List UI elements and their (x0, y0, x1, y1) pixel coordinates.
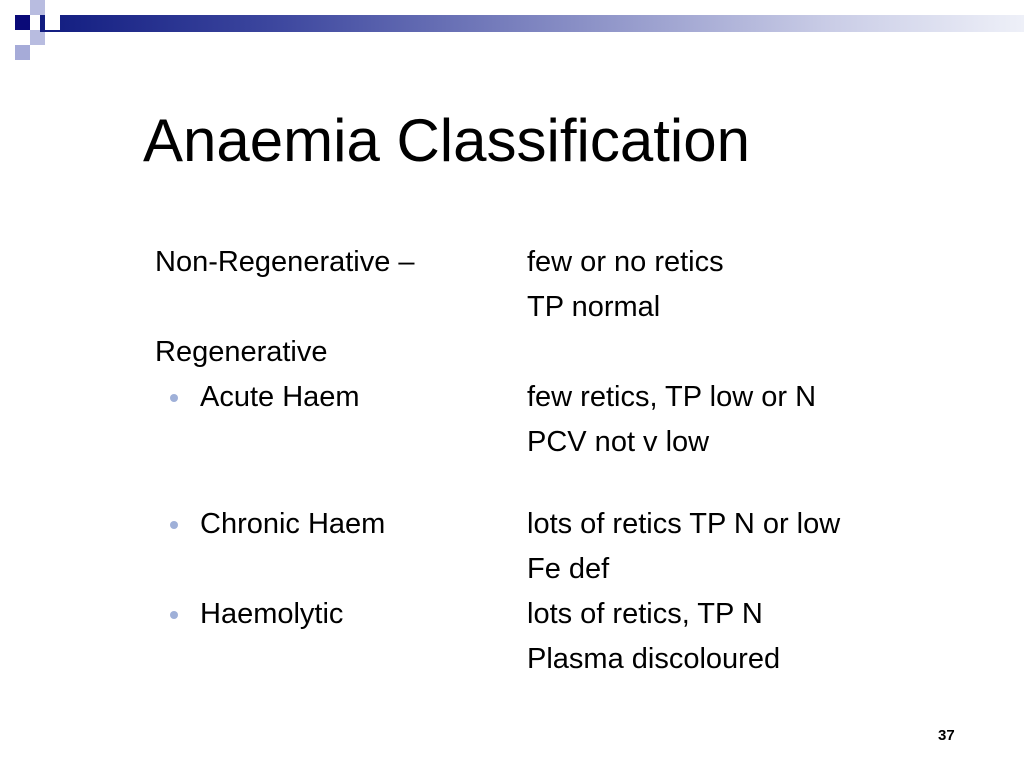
regenerative-item-detail: PCV not v low (527, 426, 710, 458)
non-regenerative-detail: few or no retics (527, 246, 724, 278)
header-gradient-band (40, 15, 1024, 32)
bullet-icon (170, 394, 178, 402)
regenerative-item-detail: Fe def (527, 553, 610, 585)
header-square-decoration (30, 0, 45, 15)
page-number: 37 (938, 727, 955, 744)
regenerative-item-detail: lots of retics, TP N (527, 598, 763, 630)
regenerative-item-label: Acute Haem (200, 381, 360, 413)
regenerative-item-label: Haemolytic (200, 598, 344, 630)
header-square-decoration (15, 15, 30, 30)
bullet-icon (170, 611, 178, 619)
regenerative-item-detail: few retics, TP low or N (527, 381, 817, 413)
regenerative-item-label: Chronic Haem (200, 508, 386, 540)
bullet-icon (170, 521, 178, 529)
slide-title: Anaemia Classification (143, 107, 750, 174)
non-regenerative-label: Non-Regenerative – (155, 246, 415, 278)
header-square-decoration (30, 30, 45, 45)
regenerative-item-detail: Plasma discoloured (527, 643, 781, 675)
header-square-decoration (45, 15, 60, 30)
non-regenerative-detail: TP normal (527, 291, 661, 323)
regenerative-label: Regenerative (155, 336, 328, 368)
regenerative-item-detail: lots of retics TP N or low (527, 508, 841, 540)
header-square-decoration (15, 45, 30, 60)
